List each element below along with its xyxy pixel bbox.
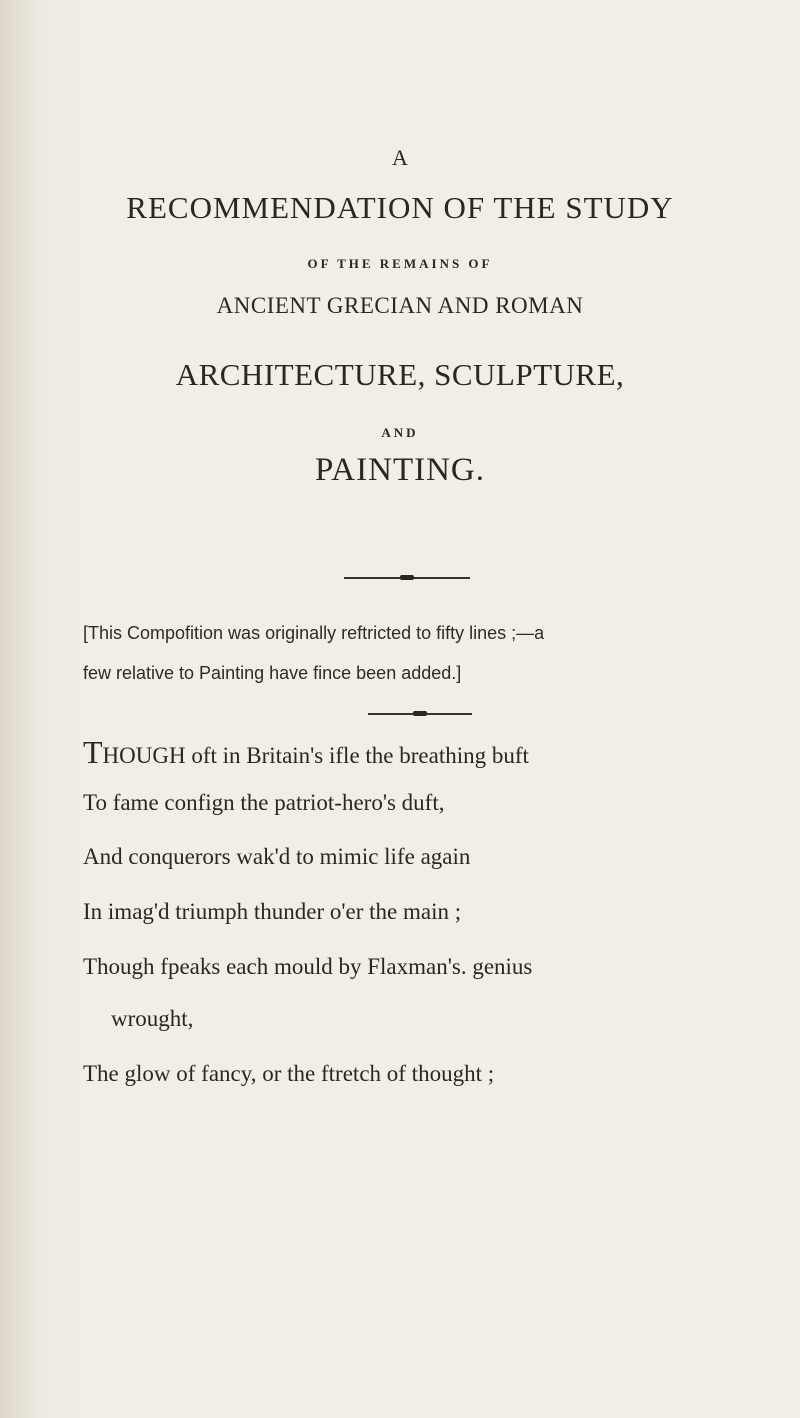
poem-line-3: And conquerors wak'd to mimic life again xyxy=(83,844,471,869)
drop-capital: T xyxy=(83,734,103,770)
poem-line-4: In imag'd triumph thunder o'er the main ; xyxy=(83,899,462,924)
title-line-of-the-remains: OF THE REMAINS OF xyxy=(307,256,493,271)
poem-line-1 xyxy=(83,734,783,771)
title-line-ancient: ANCIENT GRECIAN AND ROMAN xyxy=(216,293,584,318)
title-line-and: AND xyxy=(381,425,419,440)
title-line-painting: PAINTING. xyxy=(314,452,486,488)
poem-line-5: Though fpeaks each mould by Flaxman's. genius xyxy=(83,954,533,979)
title-line-architecture: ARCHITECTURE, SCULPTURE, xyxy=(175,357,625,392)
title-line-recommendation: RECOMMENDATION OF THE STUDY xyxy=(126,190,674,225)
poem-line-5-continuation: wrought, xyxy=(111,1006,194,1031)
rule-ornament-icon xyxy=(400,575,414,580)
poem-line-1-text: HOUGH oft in Britain's ifle the breathing buft xyxy=(102,743,529,768)
ornamental-rule-bottom xyxy=(368,713,472,715)
ornamental-rule-top xyxy=(344,577,470,579)
note-line-2: few relative to Painting have fince been added.] xyxy=(83,663,462,683)
note-line-1: [This Compofition was originally reftricted to fifty lines ;—a xyxy=(83,623,545,643)
poem-line-2: To fame confign the patriot-hero's duft, xyxy=(83,790,445,815)
poem-line-6: The glow of fancy, or the ftretch of thought ; xyxy=(83,1061,495,1086)
title-article: A xyxy=(392,145,408,170)
editorial-note xyxy=(83,613,743,693)
rule-ornament-icon xyxy=(413,711,427,716)
